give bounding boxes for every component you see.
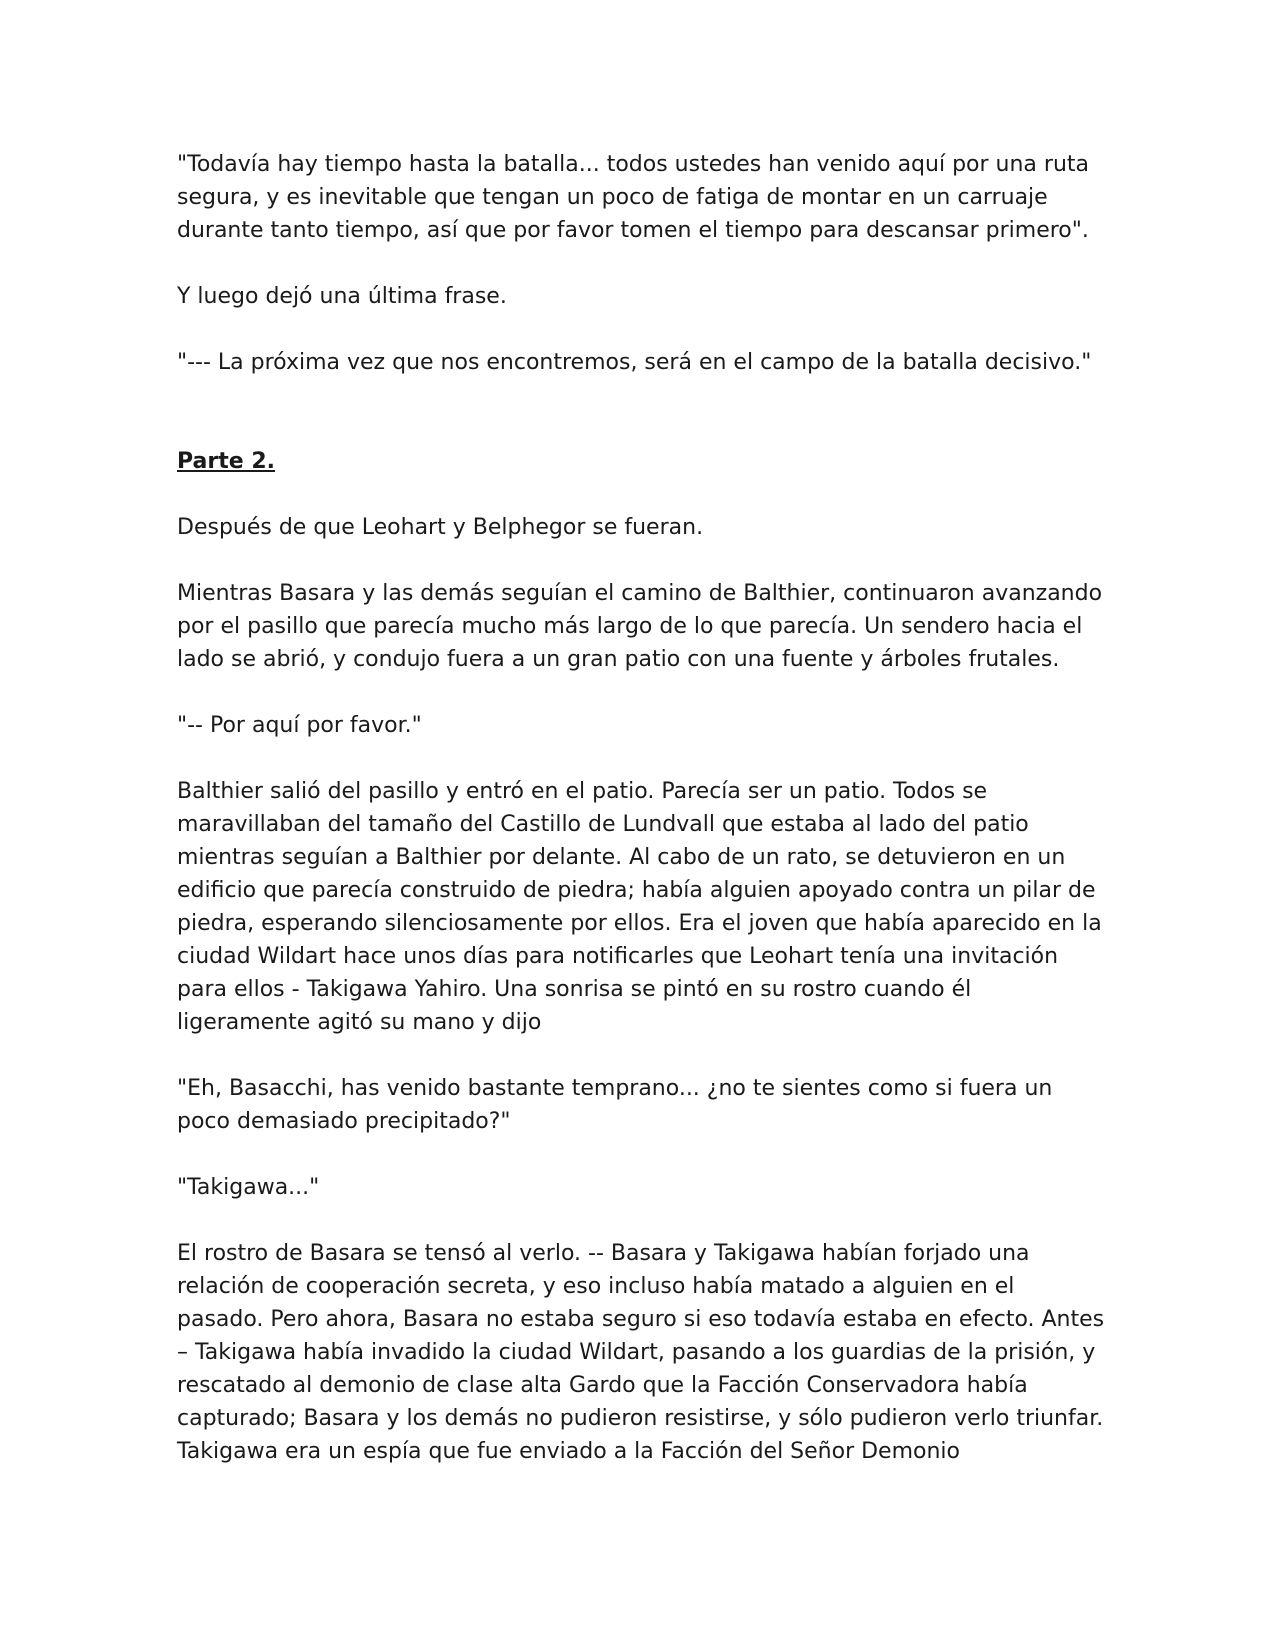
paragraph: Después de que Leohart y Belphegor se fueran. [177,515,704,540]
paragraph: "Todavía hay tiempo hasta la batalla... todos ustedes han venido aquí por una ruta segura, y es inevitable que tengan un poco de fatiga de montar en un carruaje durante tanto tiempo, así que por favor tomen el tiempo para descansar primero". [177,152,1089,243]
paragraph: "--- La próxima vez que nos encontremos, será en el campo de la batalla decisivo." [177,350,1092,375]
section-heading: Parte 2. [177,449,275,474]
paragraph: "-- Por aquí por favor." [177,713,422,738]
paragraph: Balthier salió del pasillo y entró en el patio. Parecía ser un patio. Todos se maravillaban del tamaño del Castillo de Lundvall que estaba al lado del patio mientras seguían a Balthier por delante. Al cabo de un rato, se detuvieron en un edificio que parecía construido de piedra; había alguien apoyado contra un pilar de piedra, esperando silenciosamente por ellos. Era el joven que había aparecido en la ciudad Wildart hace unos días para notificarles que Leohart tenía una invitación para ellos - Takigawa Yahiro. Una sonrisa se pintó en su rostro cuando él ligeramente agitó su mano y dijo [177,779,1102,1035]
paragraph: "Takigawa..." [177,1175,320,1200]
paragraph: Y luego dejó una última frase. [177,284,507,309]
paragraph: Mientras Basara y las demás seguían el camino de Balthier, continuaron avanzando por el pasillo que parecía mucho más largo de lo que parecía. Un sendero hacia el lado se abrió, y condujo fuera a un gran patio con una fuente y árboles frutales. [177,581,1103,672]
paragraph: El rostro de Basara se tensó al verlo. -- Basara y Takigawa habían forjado una relación de cooperación secreta, y eso incluso había matado a alguien en el pasado. Pero ahora, Basara no estaba seguro si eso todavía estaba en efecto. Antes – Takigawa había invadido la ciudad Wildart, pasando a los guardias de la prisión, y rescatado al demonio de clase alta Gardo que la Facción Conservadora había capturado; Basara y los demás no pudieron resistirse, y sólo pudieron verlo triunfar. Takigawa era un espía que fue enviado a la Facción del Señor Demonio [177,1241,1105,1464]
paragraph: "Eh, Basacchi, has venido bastante temprano... ¿no te sientes como si fuera un poco demasiado precipitado?" [177,1076,1053,1134]
document-body [177,148,1107,1501]
